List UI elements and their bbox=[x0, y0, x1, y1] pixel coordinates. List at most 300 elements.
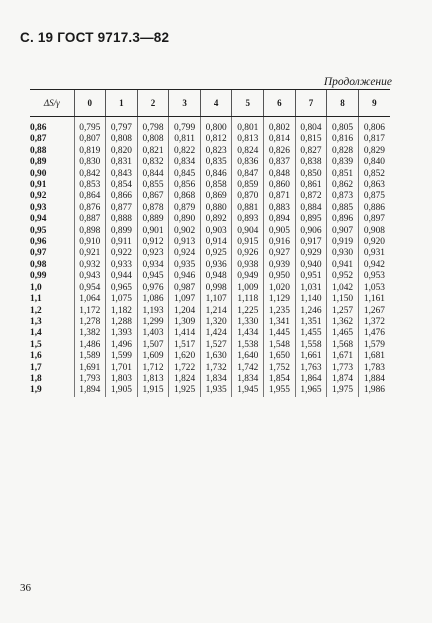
table-cell: 1,712 bbox=[137, 363, 169, 374]
data-table-container bbox=[30, 89, 390, 397]
table-cell: 0,895 bbox=[295, 214, 327, 225]
table-cell: 0,998 bbox=[200, 283, 232, 294]
table-row bbox=[30, 180, 390, 191]
table-cell: 0,952 bbox=[327, 271, 359, 282]
table-cell: 1,884 bbox=[358, 374, 390, 385]
table-cell: 0,834 bbox=[169, 157, 201, 168]
table-cell: 1,172 bbox=[74, 306, 106, 317]
table-cell: 0,950 bbox=[264, 271, 296, 282]
row-label: 0,86 bbox=[30, 123, 47, 133]
table-cell: 1,309 bbox=[169, 317, 201, 328]
table-row bbox=[30, 328, 390, 339]
table-cell: 0,851 bbox=[327, 169, 359, 180]
table-cell: 0,817 bbox=[358, 134, 390, 145]
table-row bbox=[30, 203, 390, 214]
table-cell: 0,819 bbox=[74, 146, 106, 157]
table-cell: 1,905 bbox=[106, 385, 138, 396]
table-cell: 1,793 bbox=[74, 374, 106, 385]
table-cell: 0,880 bbox=[200, 203, 232, 214]
table-cell: 0,826 bbox=[264, 146, 296, 157]
table-cell: 1,414 bbox=[169, 328, 201, 339]
table-cell: 1,517 bbox=[169, 340, 201, 351]
table-cell: 0,872 bbox=[295, 191, 327, 202]
table-cell: 1,031 bbox=[295, 283, 327, 294]
row-label: 1,1 bbox=[30, 294, 42, 305]
table-cell: 1,568 bbox=[327, 340, 359, 351]
table-row bbox=[30, 340, 390, 351]
table-cell: 0,910 bbox=[74, 237, 106, 248]
table-cell: 1,650 bbox=[264, 351, 296, 362]
table-cell: 1,320 bbox=[200, 317, 232, 328]
row-label: 1,6 bbox=[30, 351, 42, 362]
table-cell: 1,193 bbox=[137, 306, 169, 317]
table-cell: 0,801 bbox=[232, 117, 264, 135]
column-header: 2 bbox=[137, 90, 169, 117]
row-label: 0,96 bbox=[30, 237, 47, 248]
table-row bbox=[30, 260, 390, 271]
table-cell: 0,920 bbox=[358, 237, 390, 248]
table-cell: 1,894 bbox=[74, 385, 106, 396]
table-cell: 0,938 bbox=[232, 260, 264, 271]
table-cell: 1,288 bbox=[106, 317, 138, 328]
table-cell: 0,852 bbox=[358, 169, 390, 180]
table-cell: 0,953 bbox=[358, 271, 390, 282]
table-cell: 0,932 bbox=[74, 260, 106, 271]
table-row bbox=[30, 134, 390, 145]
table-cell: 1,955 bbox=[264, 385, 296, 396]
table-cell: 0,829 bbox=[358, 146, 390, 157]
table-cell: 0,987 bbox=[169, 283, 201, 294]
row-label: 1,9 bbox=[30, 385, 42, 396]
column-header: 0 bbox=[74, 90, 106, 117]
table-cell: 1,107 bbox=[200, 294, 232, 305]
table-cell: 0,881 bbox=[232, 203, 264, 214]
table-cell: 1,834 bbox=[232, 374, 264, 385]
table-cell: 0,822 bbox=[169, 146, 201, 157]
table-cell: 1,681 bbox=[358, 351, 390, 362]
table-cell: 0,936 bbox=[200, 260, 232, 271]
table-cell: 1,558 bbox=[295, 340, 327, 351]
table-cell: 0,836 bbox=[232, 157, 264, 168]
table-cell: 0,830 bbox=[74, 157, 106, 168]
row-header-cell: ΔS/γ bbox=[30, 90, 74, 117]
table-cell: 1,752 bbox=[264, 363, 296, 374]
row-label: 0,92 bbox=[30, 191, 47, 202]
table-cell: 0,873 bbox=[327, 191, 359, 202]
table-cell: 0,914 bbox=[200, 237, 232, 248]
table-cell: 0,883 bbox=[264, 203, 296, 214]
table-cell: 0,915 bbox=[232, 237, 264, 248]
table-cell: 1,403 bbox=[137, 328, 169, 339]
table-cell: 0,824 bbox=[232, 146, 264, 157]
table-cell: 1,434 bbox=[232, 328, 264, 339]
table-cell: 0,893 bbox=[232, 214, 264, 225]
table-cell: 0,884 bbox=[295, 203, 327, 214]
table-cell: 1,225 bbox=[232, 306, 264, 317]
table-cell: 1,548 bbox=[264, 340, 296, 351]
table-cell: 1,691 bbox=[74, 363, 106, 374]
row-label: 1,8 bbox=[30, 373, 42, 384]
table-cell: 0,864 bbox=[74, 191, 106, 202]
table-cell: 0,868 bbox=[169, 191, 201, 202]
table-cell: 1,803 bbox=[106, 374, 138, 385]
table-cell: 0,875 bbox=[358, 191, 390, 202]
table-cell: 0,805 bbox=[327, 117, 359, 135]
table-cell: 1,579 bbox=[358, 340, 390, 351]
row-label: 0,87 bbox=[30, 134, 47, 145]
table-cell: 0,898 bbox=[74, 226, 106, 237]
table-cell: 0,887 bbox=[74, 214, 106, 225]
table-cell: 0,859 bbox=[232, 180, 264, 191]
table-cell: 0,814 bbox=[264, 134, 296, 145]
table-cell: 1,299 bbox=[137, 317, 169, 328]
table-cell: 0,808 bbox=[137, 134, 169, 145]
table-cell: 1,773 bbox=[327, 363, 359, 374]
table-cell: 0,885 bbox=[327, 203, 359, 214]
table-row bbox=[30, 374, 390, 385]
table-row bbox=[30, 363, 390, 374]
table-cell: 0,951 bbox=[295, 271, 327, 282]
row-label: 1,4 bbox=[30, 328, 42, 339]
table-cell: 0,948 bbox=[200, 271, 232, 282]
row-label: 0,89 bbox=[30, 157, 47, 168]
table-cell: 1,465 bbox=[327, 328, 359, 339]
table-cell: 1,589 bbox=[74, 351, 106, 362]
table-cell: 0,862 bbox=[327, 180, 359, 191]
table-cell: 0,820 bbox=[106, 146, 138, 157]
table-cell: 0,896 bbox=[327, 214, 359, 225]
table-cell: 1,527 bbox=[200, 340, 232, 351]
table-cell: 0,861 bbox=[295, 180, 327, 191]
page-header: С. 19 ГОСТ 9717.3—82 bbox=[20, 30, 170, 45]
table-cell: 1,182 bbox=[106, 306, 138, 317]
column-header: 3 bbox=[169, 90, 201, 117]
table-cell: 1,075 bbox=[106, 294, 138, 305]
table-cell: 1,824 bbox=[169, 374, 201, 385]
table-cell: 0,815 bbox=[295, 134, 327, 145]
table-cell: 0,855 bbox=[137, 180, 169, 191]
table-cell: 1,053 bbox=[358, 283, 390, 294]
table-row bbox=[30, 191, 390, 202]
table-cell: 1,986 bbox=[358, 385, 390, 396]
row-label: 0,95 bbox=[30, 225, 47, 236]
table-cell: 0,842 bbox=[74, 169, 106, 180]
table-cell: 1,235 bbox=[264, 306, 296, 317]
table-cell: 1,455 bbox=[295, 328, 327, 339]
table-cell: 1,486 bbox=[74, 340, 106, 351]
table-row bbox=[30, 169, 390, 180]
table-cell: 0,925 bbox=[200, 248, 232, 259]
table-cell: 0,838 bbox=[295, 157, 327, 168]
table-row bbox=[30, 351, 390, 362]
row-label: 0,98 bbox=[30, 259, 47, 270]
table-cell: 1,424 bbox=[200, 328, 232, 339]
table-cell: 0,889 bbox=[137, 214, 169, 225]
table-cell: 0,839 bbox=[327, 157, 359, 168]
table-cell: 0,799 bbox=[169, 117, 201, 135]
row-label: 1,2 bbox=[30, 305, 42, 316]
table-cell: 1,742 bbox=[232, 363, 264, 374]
table-cell: 0,870 bbox=[232, 191, 264, 202]
table-cell: 0,863 bbox=[358, 180, 390, 191]
table-cell: 0,831 bbox=[106, 157, 138, 168]
table-row bbox=[30, 117, 390, 135]
table-cell: 0,940 bbox=[295, 260, 327, 271]
table-cell: 0,877 bbox=[106, 203, 138, 214]
table-cell: 0,856 bbox=[169, 180, 201, 191]
table-cell: 0,811 bbox=[169, 134, 201, 145]
table-cell: 0,823 bbox=[200, 146, 232, 157]
table-cell: 1,330 bbox=[232, 317, 264, 328]
table-cell: 0,802 bbox=[264, 117, 296, 135]
table-cell: 1,382 bbox=[74, 328, 106, 339]
table-cell: 0,976 bbox=[137, 283, 169, 294]
table-cell: 0,866 bbox=[106, 191, 138, 202]
table-cell: 1,874 bbox=[327, 374, 359, 385]
table-cell: 0,930 bbox=[327, 248, 359, 259]
table-cell: 0,832 bbox=[137, 157, 169, 168]
table-cell: 0,927 bbox=[264, 248, 296, 259]
column-header: 1 bbox=[106, 90, 138, 117]
table-cell: 0,902 bbox=[169, 226, 201, 237]
table-row bbox=[30, 226, 390, 237]
table-cell: 0,911 bbox=[106, 237, 138, 248]
table-cell: 0,812 bbox=[200, 134, 232, 145]
table-cell: 1,118 bbox=[232, 294, 264, 305]
table-cell: 0,879 bbox=[169, 203, 201, 214]
table-row bbox=[30, 271, 390, 282]
table-cell: 1,278 bbox=[74, 317, 106, 328]
table-cell: 1,763 bbox=[295, 363, 327, 374]
table-cell: 0,813 bbox=[232, 134, 264, 145]
table-cell: 0,795 bbox=[74, 117, 106, 135]
row-label: 0,91 bbox=[30, 180, 47, 191]
table-cell: 0,869 bbox=[200, 191, 232, 202]
table-cell: 0,807 bbox=[74, 134, 106, 145]
table-cell: 0,924 bbox=[169, 248, 201, 259]
table-cell: 1,834 bbox=[200, 374, 232, 385]
column-header: 8 bbox=[327, 90, 359, 117]
table-cell: 0,843 bbox=[106, 169, 138, 180]
table-cell: 1,507 bbox=[137, 340, 169, 351]
table-cell: 0,845 bbox=[169, 169, 201, 180]
table-cell: 1,064 bbox=[74, 294, 106, 305]
table-cell: 0,901 bbox=[137, 226, 169, 237]
row-label: 0,90 bbox=[30, 168, 47, 179]
table-cell: 1,671 bbox=[327, 351, 359, 362]
table-cell: 1,042 bbox=[327, 283, 359, 294]
table-row bbox=[30, 294, 390, 305]
table-cell: 1,813 bbox=[137, 374, 169, 385]
row-label: 1,0 bbox=[30, 282, 42, 293]
table-cell: 0,797 bbox=[106, 117, 138, 135]
table-cell: 0,912 bbox=[137, 237, 169, 248]
table-cell: 0,808 bbox=[106, 134, 138, 145]
table-cell: 1,097 bbox=[169, 294, 201, 305]
table-cell: 1,722 bbox=[169, 363, 201, 374]
table-cell: 0,892 bbox=[200, 214, 232, 225]
table-cell: 0,848 bbox=[264, 169, 296, 180]
table-cell: 1,630 bbox=[200, 351, 232, 362]
table-cell: 0,913 bbox=[169, 237, 201, 248]
table-cell: 1,362 bbox=[327, 317, 359, 328]
row-label: 1,7 bbox=[30, 362, 42, 373]
table-cell: 1,214 bbox=[200, 306, 232, 317]
column-header: 9 bbox=[358, 90, 390, 117]
table-cell: 1,538 bbox=[232, 340, 264, 351]
table-cell: 1,020 bbox=[264, 283, 296, 294]
row-label: 0,93 bbox=[30, 202, 47, 213]
table-cell: 1,620 bbox=[169, 351, 201, 362]
table-cell: 0,934 bbox=[137, 260, 169, 271]
table-cell: 0,944 bbox=[106, 271, 138, 282]
table-cell: 1,246 bbox=[295, 306, 327, 317]
table-cell: 0,933 bbox=[106, 260, 138, 271]
table-cell: 0,847 bbox=[232, 169, 264, 180]
table-row bbox=[30, 306, 390, 317]
continuation-label: Продолжение bbox=[323, 76, 392, 88]
table-cell: 0,840 bbox=[358, 157, 390, 168]
column-header: 7 bbox=[295, 90, 327, 117]
table-cell: 1,204 bbox=[169, 306, 201, 317]
table-cell: 1,975 bbox=[327, 385, 359, 396]
table-cell: 0,949 bbox=[232, 271, 264, 282]
table-cell: 1,086 bbox=[137, 294, 169, 305]
table-cell: 0,946 bbox=[169, 271, 201, 282]
row-label: 0,94 bbox=[30, 214, 47, 225]
table-cell: 1,009 bbox=[232, 283, 264, 294]
table-cell: 0,894 bbox=[264, 214, 296, 225]
table-cell: 0,926 bbox=[232, 248, 264, 259]
table-cell: 0,954 bbox=[74, 283, 106, 294]
table-cell: 1,150 bbox=[327, 294, 359, 305]
table-cell: 1,341 bbox=[264, 317, 296, 328]
table-row bbox=[30, 214, 390, 225]
table-cell: 1,161 bbox=[358, 294, 390, 305]
table-cell: 0,899 bbox=[106, 226, 138, 237]
table-cell: 0,858 bbox=[200, 180, 232, 191]
table-cell: 1,496 bbox=[106, 340, 138, 351]
table-cell: 1,267 bbox=[358, 306, 390, 317]
row-label: 0,99 bbox=[30, 271, 47, 282]
table-cell: 1,854 bbox=[264, 374, 296, 385]
table-cell: 1,935 bbox=[200, 385, 232, 396]
table-cell: 0,876 bbox=[74, 203, 106, 214]
table-cell: 0,943 bbox=[74, 271, 106, 282]
table-cell: 0,804 bbox=[295, 117, 327, 135]
table-cell: 0,854 bbox=[106, 180, 138, 191]
table-cell: 1,257 bbox=[327, 306, 359, 317]
table-cell: 0,821 bbox=[137, 146, 169, 157]
table-row bbox=[30, 283, 390, 294]
table-cell: 0,922 bbox=[106, 248, 138, 259]
table-cell: 1,599 bbox=[106, 351, 138, 362]
table-cell: 0,871 bbox=[264, 191, 296, 202]
table-cell: 1,915 bbox=[137, 385, 169, 396]
table-cell: 0,929 bbox=[295, 248, 327, 259]
table-cell: 0,890 bbox=[169, 214, 201, 225]
table-cell: 1,351 bbox=[295, 317, 327, 328]
table-cell: 0,827 bbox=[295, 146, 327, 157]
table-cell: 0,905 bbox=[264, 226, 296, 237]
table-cell: 1,129 bbox=[264, 294, 296, 305]
data-table bbox=[30, 89, 390, 397]
table-row bbox=[30, 317, 390, 328]
table-cell: 0,931 bbox=[358, 248, 390, 259]
table-cell: 1,372 bbox=[358, 317, 390, 328]
table-body bbox=[30, 117, 390, 397]
table-cell: 0,798 bbox=[137, 117, 169, 135]
page-number: 36 bbox=[20, 582, 31, 594]
table-cell: 0,846 bbox=[200, 169, 232, 180]
table-cell: 0,923 bbox=[137, 248, 169, 259]
table-cell: 1,965 bbox=[295, 385, 327, 396]
table-cell: 1,732 bbox=[200, 363, 232, 374]
table-header-row bbox=[30, 90, 390, 117]
table-row bbox=[30, 248, 390, 259]
table-row bbox=[30, 237, 390, 248]
table-cell: 0,921 bbox=[74, 248, 106, 259]
table-cell: 0,965 bbox=[106, 283, 138, 294]
table-cell: 0,816 bbox=[327, 134, 359, 145]
table-cell: 1,701 bbox=[106, 363, 138, 374]
table-cell: 0,908 bbox=[358, 226, 390, 237]
table-cell: 1,445 bbox=[264, 328, 296, 339]
table-cell: 0,906 bbox=[295, 226, 327, 237]
table-cell: 0,935 bbox=[169, 260, 201, 271]
table-cell: 0,835 bbox=[200, 157, 232, 168]
table-row bbox=[30, 385, 390, 396]
table-cell: 0,878 bbox=[137, 203, 169, 214]
table-row bbox=[30, 146, 390, 157]
table-cell: 0,828 bbox=[327, 146, 359, 157]
table-cell: 1,925 bbox=[169, 385, 201, 396]
row-label: 0,97 bbox=[30, 248, 47, 259]
table-cell: 0,837 bbox=[264, 157, 296, 168]
table-cell: 0,939 bbox=[264, 260, 296, 271]
table-cell: 1,661 bbox=[295, 351, 327, 362]
table-cell: 0,941 bbox=[327, 260, 359, 271]
table-cell: 0,800 bbox=[200, 117, 232, 135]
table-cell: 1,945 bbox=[232, 385, 264, 396]
table-cell: 0,850 bbox=[295, 169, 327, 180]
table-cell: 0,806 bbox=[358, 117, 390, 135]
table-cell: 1,640 bbox=[232, 351, 264, 362]
row-label: 0,88 bbox=[30, 145, 47, 156]
table-row bbox=[30, 157, 390, 168]
table-cell: 0,907 bbox=[327, 226, 359, 237]
table-cell: 0,919 bbox=[327, 237, 359, 248]
table-cell: 1,476 bbox=[358, 328, 390, 339]
table-cell: 0,844 bbox=[137, 169, 169, 180]
table-cell: 0,867 bbox=[137, 191, 169, 202]
row-label: 1,5 bbox=[30, 339, 42, 350]
table-cell: 1,140 bbox=[295, 294, 327, 305]
table-cell: 0,897 bbox=[358, 214, 390, 225]
table-cell: 1,393 bbox=[106, 328, 138, 339]
table-cell: 1,864 bbox=[295, 374, 327, 385]
table-cell: 0,904 bbox=[232, 226, 264, 237]
column-header: 4 bbox=[200, 90, 232, 117]
table-cell: 0,945 bbox=[137, 271, 169, 282]
row-label: 1,3 bbox=[30, 316, 42, 327]
table-cell: 0,903 bbox=[200, 226, 232, 237]
table-cell: 0,860 bbox=[264, 180, 296, 191]
column-header: 5 bbox=[232, 90, 264, 117]
table-cell: 0,917 bbox=[295, 237, 327, 248]
table-cell: 0,886 bbox=[358, 203, 390, 214]
column-header: 6 bbox=[264, 90, 296, 117]
